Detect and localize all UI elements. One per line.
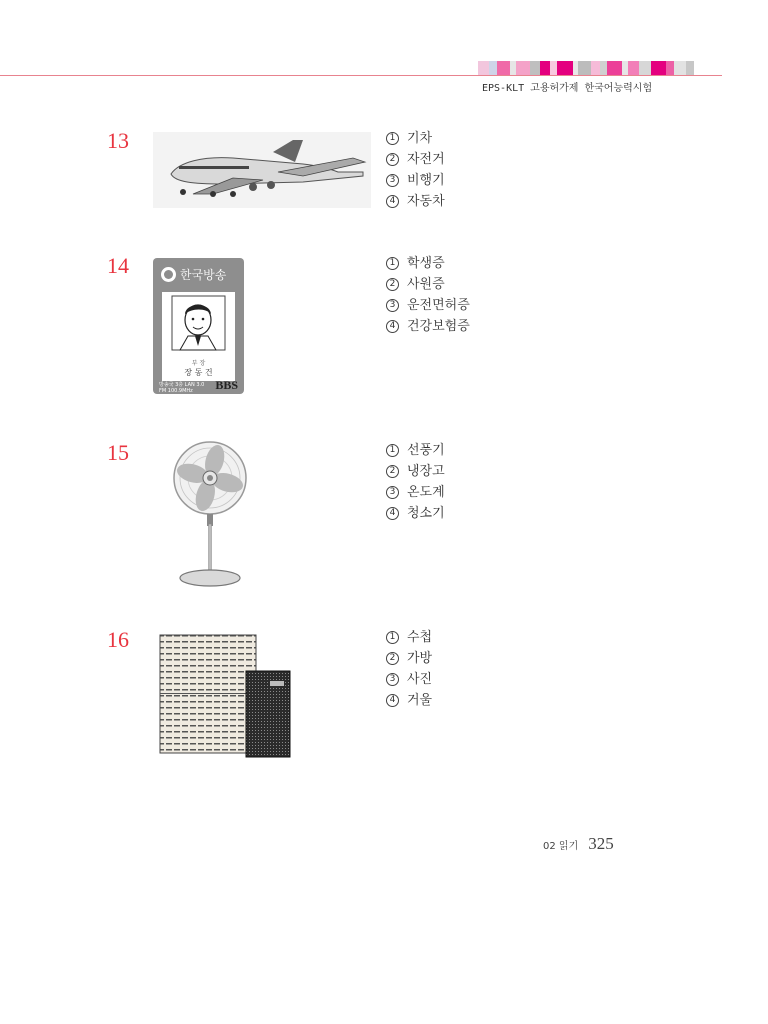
header-color-block [639,61,651,76]
option-3[interactable] [386,669,432,690]
option-mark: 4 [386,694,399,707]
option-4[interactable] [386,690,432,711]
option-1[interactable] [386,440,445,461]
page-footer [543,834,614,854]
header-color-block [591,61,600,76]
option-text: 선풍기 [407,443,445,458]
question-number: 15 [107,440,129,465]
option-text: 자전거 [407,152,445,167]
option-mark: 3 [386,486,399,499]
section-label: 02 읽기 [543,841,579,852]
option-text: 학생증 [407,256,445,271]
option-text: 온도계 [407,485,445,500]
question-14 [0,253,768,433]
portrait-icon [162,292,235,354]
option-2[interactable] [386,149,445,170]
header-color-block [530,61,540,76]
option-mark: 4 [386,320,399,333]
option-text: 자동차 [407,194,445,209]
option-text: 사진 [407,672,433,687]
option-mark: 2 [386,153,399,166]
option-text: 사원증 [407,277,445,292]
answer-options [386,627,432,711]
answer-options [386,128,445,212]
question-16 [0,627,768,807]
header-color-block [607,61,622,76]
card-brand: BBS [215,378,238,392]
option-3[interactable] [386,170,445,191]
question-number: 13 [107,128,129,153]
answer-options [386,440,445,524]
header-color-block [628,61,639,76]
option-mark: 2 [386,465,399,478]
header-rule [0,75,722,76]
header-color-block [674,61,686,76]
option-1[interactable] [386,253,470,274]
option-mark: 3 [386,174,399,187]
option-mark: 4 [386,195,399,208]
electric-fan-image [170,440,250,590]
option-2[interactable] [386,274,470,295]
option-text: 냉장고 [407,464,445,479]
airplane-image [153,132,371,208]
option-1[interactable] [386,128,445,149]
header-color-block [557,61,573,76]
header-color-block [489,61,497,76]
card-org: 한국방송 [180,268,227,282]
header-color-block [550,61,557,76]
option-text: 운전면허증 [407,298,470,313]
question-15 [0,440,768,620]
card-address: 방송국 3층 LAN 3.0 [159,382,205,388]
option-4[interactable] [386,316,470,337]
option-text: 비행기 [407,173,445,188]
option-text: 건강보험증 [407,319,470,334]
header-color-block [666,61,674,76]
option-text: 거울 [407,693,433,708]
passbook-image [158,633,294,759]
option-mark: 1 [386,444,399,457]
card-frequency: FM 100.9MHz [159,388,193,394]
option-3[interactable] [386,482,445,503]
option-text: 수첩 [407,630,433,645]
option-1[interactable] [386,627,432,648]
option-4[interactable] [386,503,445,524]
option-mark: 2 [386,278,399,291]
option-3[interactable] [386,295,470,316]
option-mark: 1 [386,257,399,270]
header-color-block [540,61,550,76]
option-text: 기차 [407,131,433,146]
option-text: 청소기 [407,506,445,521]
option-2[interactable] [386,648,432,669]
option-mark: 4 [386,507,399,520]
option-mark: 2 [386,652,399,665]
header-color-block [600,61,607,76]
option-4[interactable] [386,191,445,212]
option-mark: 1 [386,631,399,644]
option-mark: 1 [386,132,399,145]
header-color-block [686,61,694,76]
question-number: 14 [107,253,129,278]
answer-options [386,253,470,337]
header-color-bar [478,61,694,76]
header-title: EPS-KLT 고용허가제 한국어능력시험 [482,83,653,94]
option-2[interactable] [386,461,445,482]
header-color-block [578,61,591,76]
option-mark: 3 [386,299,399,312]
header-color-block [478,61,489,76]
option-mark: 3 [386,673,399,686]
page-number: 325 [588,834,614,853]
card-name: 장 동 건 [184,368,213,377]
logo-icon [161,267,176,282]
header-color-block [497,61,510,76]
header-color-block [651,61,666,76]
id-card-image [153,258,244,394]
option-text: 가방 [407,651,433,666]
question-number: 16 [107,627,129,652]
card-role: 부 장 [191,360,206,367]
header-color-block [516,61,530,76]
